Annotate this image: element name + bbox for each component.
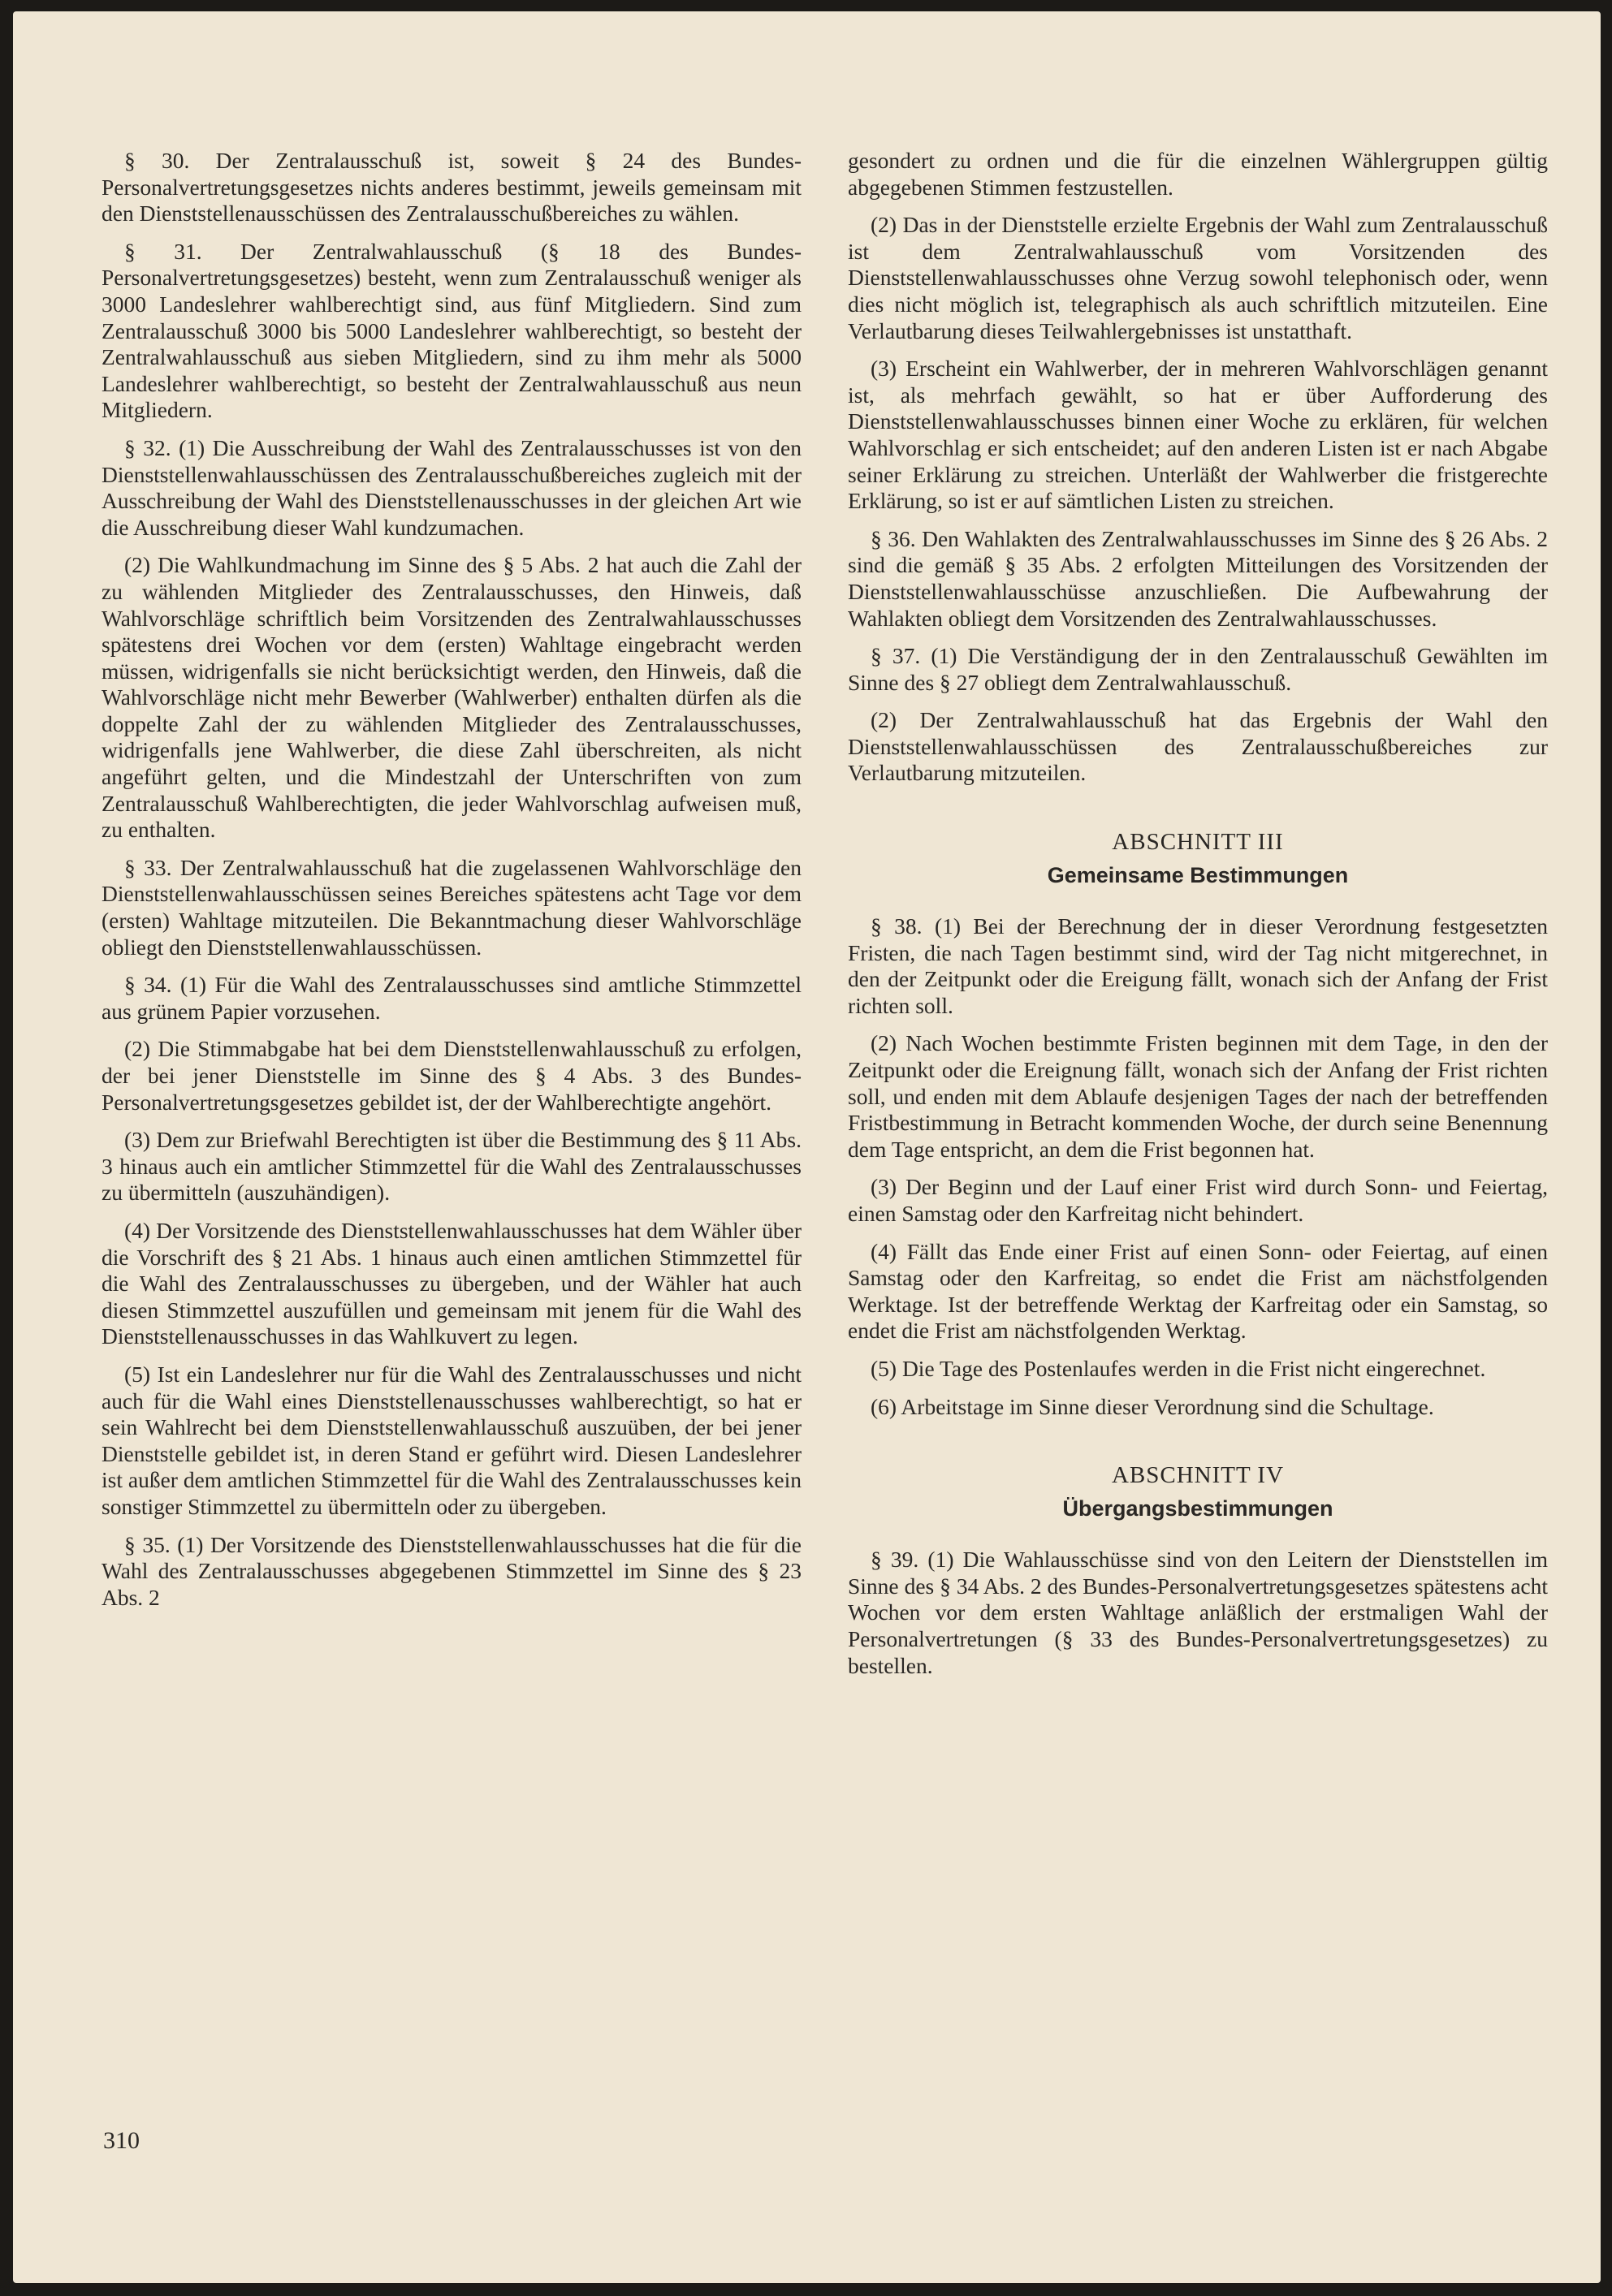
section-3-subheading: Gemeinsame Bestimmungen [1047, 863, 1349, 888]
left-column [102, 148, 802, 1622]
right-column [848, 148, 1548, 1690]
paragraph-s31: § 31. Der Zentralwahlausschuß (§ 18 des Bundes-Personalvertretungsgesetzes) besteht, wenn zum Zentralausschuß weniger als 3000 Landeslehrer wahlberechtigt sind, aus fünf Mitgliedern. Sind zum Zentralausschuß 3000 bis 5000 Landeslehrer wahlberechtigt, so besteht der Zentralwahlausschuß aus sieben Mitgliedern, sind zu ihm mehr als 5000 Landeslehrer wahlberechtigt, so besteht der Zentralwahlausschuß aus neun Mitgliedern. [102, 238, 802, 423]
paragraph-s30: § 30. Der Zentralausschuß ist, soweit § 24 des Bundes-Personalvertretungsgesetzes nichts anderes bestimmt, jeweils gemeinsam mit den Dienststellenausschüssen des Zentralausschußbereiches zu wählen. [102, 148, 802, 227]
paragraph-s38-6: (6) Arbeitstage im Sinne dieser Verordnung sind die Schultage. [871, 1393, 1434, 1419]
paragraph-s35-1: § 35. (1) Der Vorsitzende des Dienststellenwahlausschusses hat die für die Wahl des Zentralausschusses abgegebenen Stimmzettel im Sinne des § 23 Abs. 2 [102, 1531, 802, 1610]
paragraph-s38-2: (2) Nach Wochen bestimmte Fristen beginnen mit dem Tage, in den der Zeitpunkt oder die Ereignung fällt, wonach sich der Anfang der Frist richten soll, und enden mit dem Ablaufe desjenigen Tages der nach der betreffenden Fristbestimmung in Betracht kommenden Woche, der durch seine Benennung dem Tage entspricht, an dem die Frist begonnen hat. [848, 1030, 1548, 1162]
paragraph-s38-1: § 38. (1) Bei der Berechnung der in dieser Verordnung festgesetzten Fristen, die nach Tagen bestimmt sind, wird der Tag nicht mitgerechnet, in den der Zeitpunkt oder die Ereigung fällt, wonach sich der Anfang der Frist richten soll. [848, 913, 1548, 1018]
paragraph-s38-5: (5) Die Tage des Postenlaufes werden in die Frist nicht eingerechnet. [871, 1355, 1486, 1381]
paragraph-s33: § 33. Der Zentralwahlausschuß hat die zugelassenen Wahlvorschläge den Dienststellenwahlausschüssen seines Bereiches spätestens acht Tage vor dem (ersten) Wahltage mitzuteilen. Die Bekanntmachung dieser Wahlvorschläge obliegt den Dienststellenwahlausschüssen. [102, 854, 802, 960]
paragraph-s34-3: (3) Dem zur Briefwahl Berechtigten ist über die Bestimmung des § 11 Abs. 3 hinaus auch ein amtlicher Stimmzettel für die Wahl des Zentralausschusses zu übermitteln (auszuhändigen). [102, 1127, 802, 1206]
paragraph-s38-4: (4) Fällt das Ende einer Frist auf einen Sonn- oder Feiertag, auf einen Samstag oder den Karfreitag, so endet die Frist am nächstfolgenden Werktage. Ist der betreffende Werktag der Karfreitag oder ein Samstag, so endet die Frist am nächstfolgenden Werktag. [848, 1238, 1548, 1344]
paragraph-s36: § 36. Den Wahlakten des Zentralwahlausschusses im Sinne des § 26 Abs. 2 sind die gemäß § 35 Abs. 2 erfolgten Mitteilungen des Vorsitzenden der Dienststellenwahlausschüsse anzuschließen. Die Aufbewahrung der Wahlakten obliegt dem Vorsitzenden des Zentralwahlausschusses. [848, 525, 1548, 631]
paragraph-s34-5: (5) Ist ein Landeslehrer nur für die Wahl des Zentralausschusses und nicht auch für die Wahl eines Dienststellenausschusses wahlberechtigt, so hat er sein Wahlrecht bei dem Dienststellenwahlausschuß auszuüben, der bei jener Dienststelle gebildet ist, in deren Stand er geführt wird. Diesen Landeslehrer ist außer dem amtlichen Stimmzettel für die Wahl des Zentralausschusses kein sonstiger Stimmzettel zu übermitteln oder zu übergeben. [102, 1361, 802, 1519]
paragraph-s32-2: (2) Die Wahlkundmachung im Sinne des § 5 Abs. 2 hat auch die Zahl der zu wählenden Mitglieder des Zentralausschusses, den Hinweis, daß Wahlvorschläge schriftlich beim Vorsitzenden des Zentralwahlausschusses spätestens drei Wochen vor dem (ersten) Wahltage eingebracht werden müssen, widrigenfalls sie nicht berücksichtigt werden, den Hinweis, daß die Wahlvorschläge nicht mehr Bewerber (Wahlwerber) enthalten dürfen als die doppelte Zahl der zu wählenden Mitglieder des Zentralausschusses, widrigenfalls jene Wahlwerber, die diese Zahl überschreiten, als nicht angeführt gelten, und die Mindestzahl der Unterschriften von zum Zentralausschuß Wahlberechtigten, die jeder Wahlvorschlag aufweisen muß, zu enthalten. [102, 552, 802, 843]
paragraph-s37-1: § 37. (1) Die Verständigung der in den Zentralausschuß Gewählten im Sinne des § 27 obliegt dem Zentralwahlausschuß. [848, 643, 1548, 695]
paragraph-s35-3: (3) Erscheint ein Wahlwerber, der in mehreren Wahlvorschlägen genannt ist, als mehrfach gewählt, so hat er über Aufforderung des Dienststellenwahlausschusses binnen einer Woche zu erklären, für welchen Wahlvorschlag er sich entscheidet; auf den anderen Listen ist er nach Abgabe seiner Erklärung zu streichen. Unterläßt der Wahlwerber die fristgerechte Erklärung, so ist er auf sämtlichen Listen zu streichen. [848, 356, 1548, 514]
paragraph-s32-1: § 32. (1) Die Ausschreibung der Wahl des Zentralausschusses ist von den Dienststellenwahlausschüssen des Zentralausschußbereiches zugleich mit der Ausschreibung der Wahl des Dienststellenausschusses in der gleichen Art wie die Ausschreibung dieser Wahl kundzumachen. [102, 434, 802, 540]
paragraph-s35-1-continued: gesondert zu ordnen und die für die einzelnen Wählergruppen gültig abgegebenen Stimmen festzustellen. [848, 148, 1548, 200]
paragraph-s35-2: (2) Das in der Dienststelle erzielte Ergebnis der Wahl zum Zentralausschuß ist dem Zentralwahlausschuß vom Vorsitzenden des Dienststellenwahlausschusses ohne Verzug sowohl telephonisch oder, wenn dies nicht möglich ist, telegraphisch als auch schriftlich mitzuteilen. Eine Verlautbarung dieses Teilwahlergebnisses ist unstatthaft. [848, 212, 1548, 343]
paragraph-s39-1: § 39. (1) Die Wahlausschüsse sind von den Leitern der Dienststellen im Sinne des § 34 Abs. 2 des Bundes-Personalvertretungsgesetzes spätestens acht Wochen vor dem ersten Wahltage anläßlich der erstmaligen Wahl der Personalvertretungen (§ 33 des Bundes-Personalvertretungsgesetzes) zu bestellen. [848, 1547, 1548, 1678]
paragraph-s34-1: § 34. (1) Für die Wahl des Zentralausschusses sind amtliche Stimmzettel aus grünem Papier vorzusehen. [102, 972, 802, 1024]
page-number: 310 [103, 2127, 140, 2154]
paragraph-s38-3: (3) Der Beginn und der Lauf einer Frist wird durch Sonn- und Feiertag, einen Samstag oder den Karfreitag nicht behindert. [848, 1174, 1548, 1226]
section-4-heading: ABSCHNITT IV [1111, 1462, 1285, 1489]
paragraph-s37-2: (2) Der Zentralwahlausschuß hat das Ergebnis der Wahl den Dienststellenwahlausschüssen des Zentralausschußbereiches zur Verlautbarung mitzuteilen. [848, 707, 1548, 786]
section-4-subheading: Übergangsbestimmungen [1062, 1496, 1333, 1521]
paragraph-s34-4: (4) Der Vorsitzende des Dienststellenwahlausschusses hat dem Wähler über die Vorschrift des § 21 Abs. 1 hinaus auch einen amtlichen Stimmzettel für die Wahl des Zentralausschusses zu übergeben, und der Wähler hat auch diesen Stimmzettel auszufüllen und gemeinsam mit jenem für die Wahl des Dienststellenausschusses in das Wahlkuvert zu legen. [102, 1217, 802, 1349]
paragraph-s34-2: (2) Die Stimmabgabe hat bei dem Dienststellenwahlausschuß zu erfolgen, der bei jener Dienststelle im Sinne des § 4 Abs. 3 des Bundes-Personalvertretungsgesetzes gebildet ist, der der Wahlberechtigte angehört. [102, 1036, 802, 1115]
section-3-heading: ABSCHNITT III [1112, 829, 1284, 856]
